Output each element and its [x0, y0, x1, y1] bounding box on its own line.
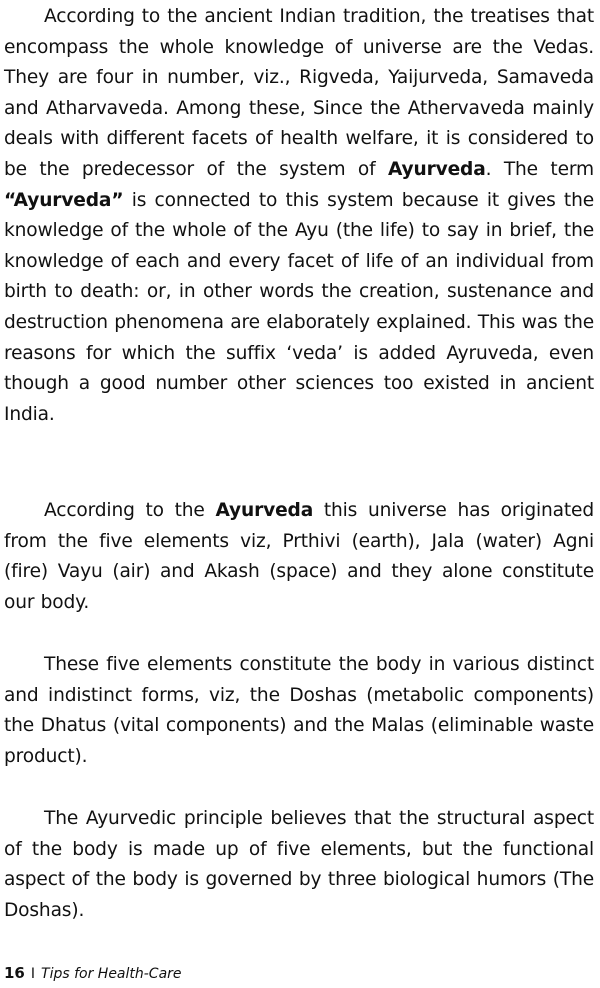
footer-separator: I	[30, 966, 36, 982]
paragraph-text: is connected to this system because it gives the knowledge of the whole of the Ayu (the life) to say in brief, the knowledge of each and every facet of life of an individual from birth to death: or, in other words the creation, sustenance and destruction phenomena are elaborately explained. This was the reasons for which the suffix ‘veda’ is added Ayruveda, even though a good number other sciences too existed in ancient India.	[4, 189, 594, 425]
paragraph-body-constituents: These five elements constitute the body in various distinct and indistinct forms, viz, the Doshas (metabolic components) the Dhatus (vital components) and the Malas (eliminable waste product).	[4, 654, 594, 767]
paragraph-text: According to the	[44, 500, 216, 521]
book-title: Tips for Health-Care	[41, 966, 182, 982]
paragraph-vedas	[4, 2, 594, 430]
paragraph-five-elements	[4, 496, 594, 618]
bold-term-ayurveda: Ayurveda	[387, 158, 486, 180]
page-footer	[4, 964, 182, 983]
bold-term-ayurveda: Ayurveda	[215, 500, 314, 521]
paragraph-text: According to the ancient Indian tradition, the treatises that encompass the whole knowledge of universe are the Vedas. They are four in number, viz., Rigveda, Yaijurveda, Samaveda and Atharvaveda. Among these, Since the Athervaveda mainly deals with different facets of health welfare, it is considered to be the predecessor of the system of	[4, 6, 594, 180]
page-number: 16	[4, 964, 25, 982]
paragraph-text: this universe has originated from the five elements viz, Prthivi (earth), Jala (water) Agni (fire) Vayu (air) and Akash (space) and they alone constitute our body.	[4, 500, 595, 613]
paragraph-doshas: The Ayurvedic principle believes that the structural aspect of the body is made up of five elements, but the functional aspect of the body is governed by three biological humors (The Doshas).	[4, 808, 594, 921]
bold-term-ayurveda-quoted: “Ayurveda”	[4, 189, 124, 211]
paragraph-text: . The term	[485, 158, 594, 180]
